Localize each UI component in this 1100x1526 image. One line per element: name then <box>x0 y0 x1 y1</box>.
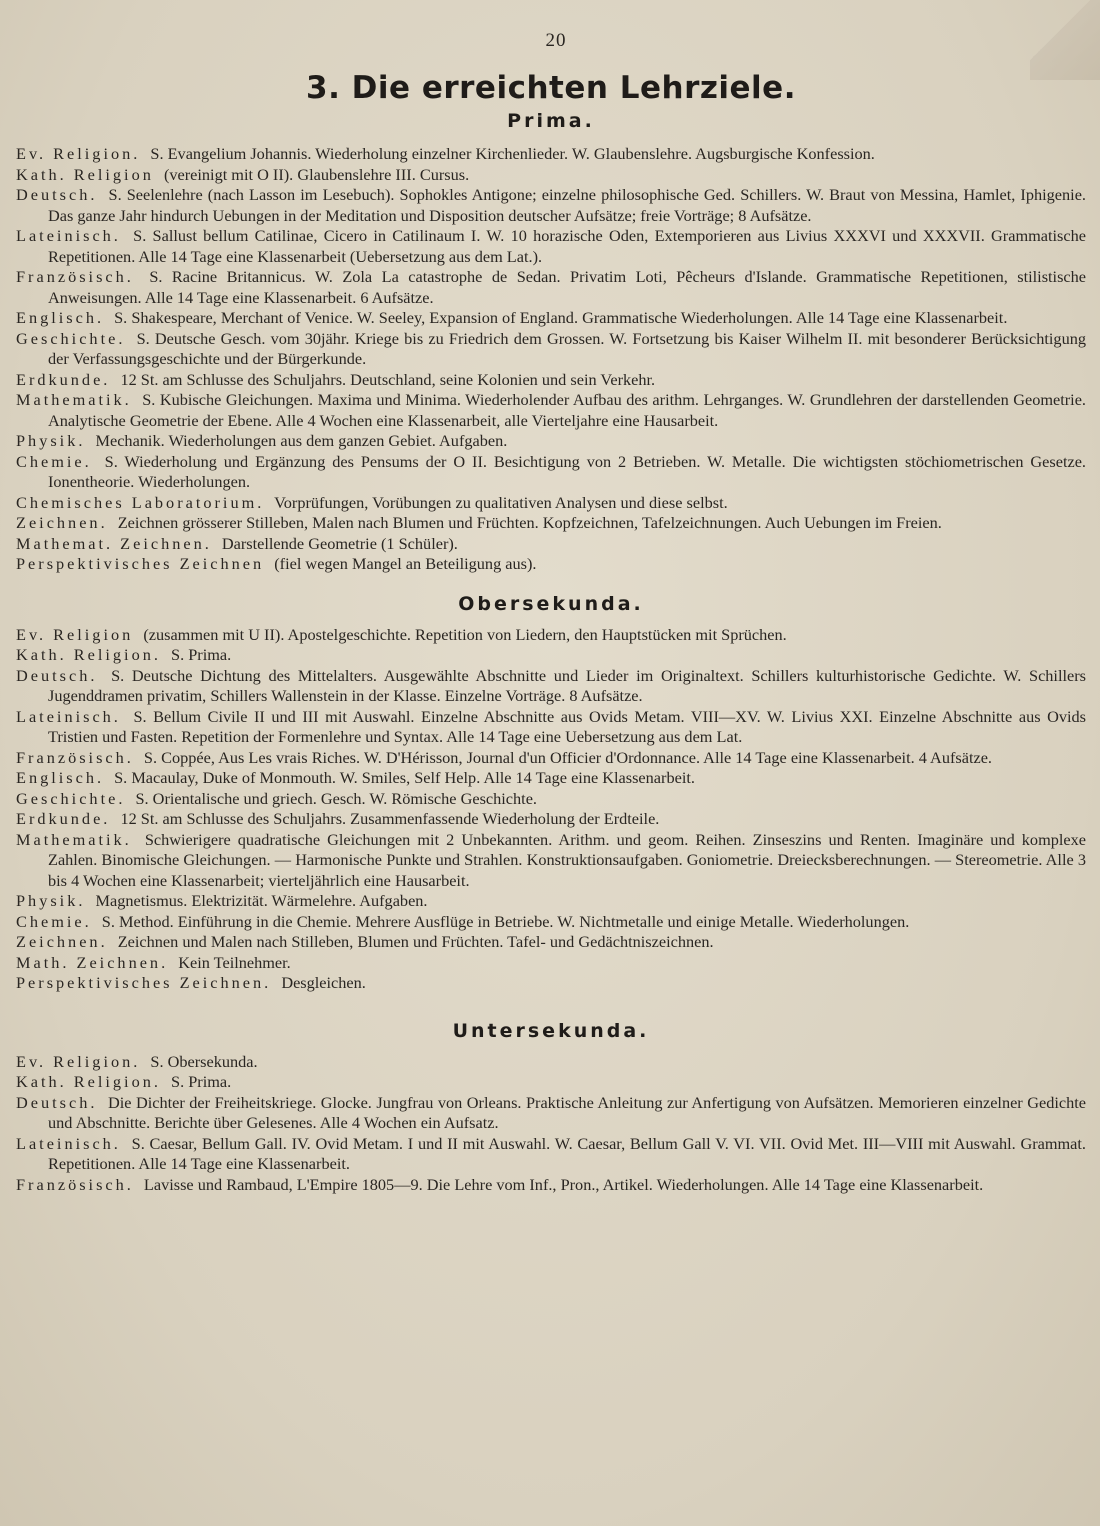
subject-entry <box>16 165 1086 186</box>
section-heading: Untersekunda. <box>452 1019 650 1042</box>
subject-name: Mathematik. <box>16 390 132 409</box>
subject-entry <box>16 554 1086 575</box>
subject-entry <box>16 493 1086 514</box>
subject-content: S. Coppée, Aus Les vrais Riches. W. D'Hérisson, Journal d'un Officier d'Ordonnance. Alle 14 Tage eine Klassenarbeit. 4 Aufsätze. <box>143 747 992 767</box>
subject-content: Desgleichen. <box>281 973 366 992</box>
corner-stamp <box>1030 0 1100 80</box>
subject-name: Mathematik. <box>16 829 132 849</box>
subject-name: Mathemat. Zeichnen. <box>16 533 212 553</box>
subject-name: Kath. Religion. <box>16 645 161 664</box>
subject-content: S. Evangelium Johannis. Wiederholung einzelner Kirchenlieder. W. Glaubenslehre. Augsburgische Konfession. <box>150 144 875 163</box>
subject-name: Lateinisch. <box>16 706 121 726</box>
subject-content: S. Prima. <box>171 1072 232 1091</box>
subject-content: Zeichnen und Malen nach Stilleben, Blumen und Früchten. Tafel- und Gedächtniszeichnen. <box>117 932 714 951</box>
subject-entry <box>16 932 1086 953</box>
subject-entry <box>16 1134 1086 1175</box>
subject-content: S. Deutsche Dichtung des Mittelalters. Ausgewählte Abschnitte und Lieder im Originaltext. Schillers kulturhistorische Gedichte. W. Schillers Jugenddramen privatim, Schillers Wallenstein in der Klasse. Einzelne Vorträge. 8 Aufsätze. <box>48 665 1086 705</box>
subject-name: Geschichte. <box>16 788 126 808</box>
subject-name: Chemisches Laboratorium. <box>16 492 265 512</box>
subject-content: (zusammen mit U II). Apostelgeschichte. Repetition von Liedern, den Hauptstücken mit Sprüchen. <box>143 624 787 644</box>
subject-content: 12 St. am Schlusse des Schuljahrs. Zusammenfassende Wiederholung der Erdteile. <box>120 809 660 828</box>
subject-content: S. Orientalische und griech. Gesch. W. Römische Geschichte. <box>135 788 537 808</box>
subject-name: Deutsch. <box>16 665 98 685</box>
subject-content: Die Dichter der Freiheitskriege. Glocke. Jungfrau von Orleans. Praktische Anleitung zur Anfertigung von Aufsätzen. Memorieren einzelner Gedichte und Abschnitte. Berichte über Gelesenes. Alle 4 Wochen ein Aufsatz. <box>48 1092 1086 1132</box>
section-heading: Obersekunda. <box>458 592 644 615</box>
subject-entry <box>16 534 1086 555</box>
subject-entry <box>16 267 1086 308</box>
subject-name: Perspektivisches Zeichnen <box>16 554 265 573</box>
subject-entry <box>16 1175 1086 1196</box>
subject-entry <box>16 370 1086 391</box>
subject-entry <box>16 666 1086 707</box>
subject-name: Französisch. <box>16 267 134 286</box>
subject-entry <box>16 144 1086 165</box>
subject-entry <box>16 748 1086 769</box>
subject-content: Schwierigere quadratische Gleichungen mit 2 Unbekannten. Arithm. und geom. Reihen. Zinseszins und Renten. Imaginäre und komplexe Zahlen. Binomische Gleichungen. — Harmonische Punkte und Strahlen. Konstruktionsaufgaben. Goniometrie. Dreiecksberechnungen. — Stereometrie. Alle 3 bis 4 Wochen eine Klassenarbeit; vierteljährlich eine Hausarbeit. <box>48 829 1086 890</box>
subject-content: S. Obersekunda. <box>150 1051 258 1071</box>
subject-entry <box>16 953 1086 974</box>
subject-content: S. Wiederholung und Ergänzung des Pensums der O II. Besichtigung von 2 Betrieben. W. Metalle. Die wichtigsten stöchiometrischen Gesetze. Ionentheorie. Wiederholungen. <box>48 451 1086 491</box>
section-obersekunda <box>16 593 1086 994</box>
subject-content: S. Bellum Civile II und III mit Auswahl. Einzelne Abschnitte aus Ovids Metam. VIII—XV. W. Livius XXI. Einzelne Abschnitte aus Ovids Tristien und Fasten. Repetition der Formenlehre und Syntax. Alle 14 Tage eine Uebersetzung aus dem Lat. <box>48 706 1086 746</box>
subject-name: Perspektivisches Zeichnen. <box>16 973 272 992</box>
entry-list <box>16 144 1086 575</box>
subject-name: Chemie. <box>16 911 92 931</box>
subject-entry <box>16 768 1086 789</box>
subject-name: Lateinisch. <box>16 226 121 245</box>
subject-content: Lavisse und Rambaud, L'Empire 1805—9. Die Lehre vom Inf., Pron., Artikel. Wiederholungen. Alle 14 Tage eine Klassenarbeit. <box>143 1174 984 1194</box>
subject-content: Vorprüfungen, Vorübungen zu qualitativen Analysen und diese selbst. <box>274 492 728 512</box>
subject-entry <box>16 226 1086 267</box>
subject-entry <box>16 707 1086 748</box>
subject-name: Französisch. <box>16 1174 134 1194</box>
subject-content: S. Caesar, Bellum Gall. IV. Ovid Metam. I und II mit Auswahl. W. Caesar, Bellum Gall V. VI. VII. Ovid Met. III—VIII mit Auswahl. Grammat. Repetitionen. Alle 14 Tage eine Klassenarbeit. <box>48 1133 1086 1173</box>
subject-entry <box>16 1052 1086 1073</box>
subject-name: Kath. Religion <box>16 164 154 184</box>
subject-entry <box>16 431 1086 452</box>
subject-content: 12 St. am Schlusse des Schuljahrs. Deutschland, seine Kolonien und sein Verkehr. <box>120 369 656 389</box>
subject-name: Zeichnen. <box>16 513 108 532</box>
subject-name: Deutsch. <box>16 185 98 204</box>
subject-content: S. Macaulay, Duke of Monmouth. W. Smiles, Self Help. Alle 14 Tage eine Klassenarbeit. <box>114 768 695 787</box>
page-title: 3. Die erreichten Lehrziele. <box>306 70 796 106</box>
subject-content: S. Sallust bellum Catilinae, Cicero in Catilinaum I. W. 10 horazische Oden, Extemporieren aus Livius XXXVI und XXXVII. Grammatische Repetitionen. Alle 14 Tage eine Klassenarbeit (Uebersetzung aus dem Lat.). <box>48 226 1086 266</box>
subject-name: Englisch. <box>16 308 105 327</box>
subject-entry <box>16 329 1086 370</box>
subject-entry <box>16 1072 1086 1093</box>
subject-name: Physik. <box>16 891 86 910</box>
subject-name: Erdkunde. <box>16 369 111 389</box>
subject-name: Englisch. <box>16 768 105 787</box>
subject-name: Ev. Religion <box>16 624 134 644</box>
subject-entry <box>16 973 1086 994</box>
subject-name: Deutsch. <box>16 1092 98 1112</box>
subject-content: S. Prima. <box>171 645 232 664</box>
subject-content: S. Shakespeare, Merchant of Venice. W. Seeley, Expansion of England. Grammatische Wiederholungen. Alle 14 Tage eine Klassenarbeit. <box>114 308 1008 327</box>
subject-content: Magnetismus. Elektrizität. Wärmelehre. Aufgaben. <box>95 891 428 910</box>
subject-content: Mechanik. Wiederholungen aus dem ganzen Gebiet. Aufgaben. <box>95 431 508 450</box>
subject-content: (fiel wegen Mangel an Beteiligung aus). <box>274 554 537 573</box>
subject-content: Kein Teilnehmer. <box>178 952 291 972</box>
subject-entry <box>16 1093 1086 1134</box>
entry-list <box>16 625 1086 994</box>
subject-name: Geschichte. <box>16 328 126 348</box>
subject-name: Ev. Religion. <box>16 144 141 163</box>
subject-name: Französisch. <box>16 747 134 767</box>
subject-name: Kath. Religion. <box>16 1072 161 1091</box>
subject-content: S. Method. Einführung in die Chemie. Mehrere Ausflüge in Betriebe. W. Nichtmetalle und einige Metalle. Wiederholungen. <box>101 911 910 931</box>
subject-content: Zeichnen grösserer Stilleben, Malen nach Blumen und Früchten. Kopfzeichnen, Tafelzeichnungen. Auch Uebungen im Freien. <box>117 513 942 532</box>
subject-name: Erdkunde. <box>16 809 111 828</box>
subject-entry <box>16 390 1086 431</box>
subject-entry <box>16 891 1086 912</box>
subject-content: S. Seelenlehre (nach Lasson im Lesebuch). Sophokles Antigone; einzelne philosophische Ged. Schillers. W. Braut von Messina, Hamlet, Iphigenie. Das ganze Jahr hindurch Uebungen in der Meditation und Disposition deutscher Aufsätze; freie Vorträge; 8 Aufsätze. <box>48 185 1086 225</box>
subject-name: Math. Zeichnen. <box>16 952 169 972</box>
section-heading: Prima. <box>507 110 595 132</box>
subject-name: Zeichnen. <box>16 932 108 951</box>
subject-name: Chemie. <box>16 451 92 471</box>
subject-name: Lateinisch. <box>16 1133 121 1153</box>
subject-content: S. Kubische Gleichungen. Maxima und Minima. Wiederholender Aufbau des arithm. Lehrganges. W. Grundlehren der darstellenden Geometrie. Analytische Geometrie der Ebene. Alle 4 Wochen eine Klassenarbeit, alle Vierteljahre eine Hausarbeit. <box>48 390 1086 430</box>
subject-content: S. Deutsche Gesch. vom 30jähr. Kriege bis zu Friedrich dem Grossen. W. Fortsetzung bis Kaiser Wilhelm II. mit besonderer Berücksichtigung der Verfassungsgeschichte und der Bürgerkunde. <box>48 328 1086 368</box>
subject-content: S. Racine Britannicus. W. Zola La catastrophe de Sedan. Privatim Loti, Pêcheurs d'Islande. Grammatische Repetitionen, stilistische Anweisungen. Alle 14 Tage eine Klassenarbeit. 6 Aufsätze. <box>48 267 1087 307</box>
subject-name: Ev. Religion. <box>16 1051 141 1071</box>
page-number: 20 <box>545 30 567 51</box>
subject-content: Darstellende Geometrie (1 Schüler). <box>221 533 458 553</box>
subject-entry <box>16 912 1086 933</box>
subject-entry <box>16 809 1086 830</box>
section-untersekunda <box>16 1020 1086 1196</box>
section-prima <box>16 110 1086 575</box>
subject-entry <box>16 513 1086 534</box>
subject-entry <box>16 452 1086 493</box>
subject-entry <box>16 789 1086 810</box>
entry-list <box>16 1052 1086 1196</box>
subject-entry <box>16 625 1086 646</box>
subject-entry <box>16 185 1086 226</box>
subject-name: Physik. <box>16 431 86 450</box>
subject-entry <box>16 308 1086 329</box>
subject-content: (vereinigt mit O II). Glaubenslehre III. Cursus. <box>163 164 470 184</box>
subject-entry <box>16 645 1086 666</box>
subject-entry <box>16 830 1086 892</box>
